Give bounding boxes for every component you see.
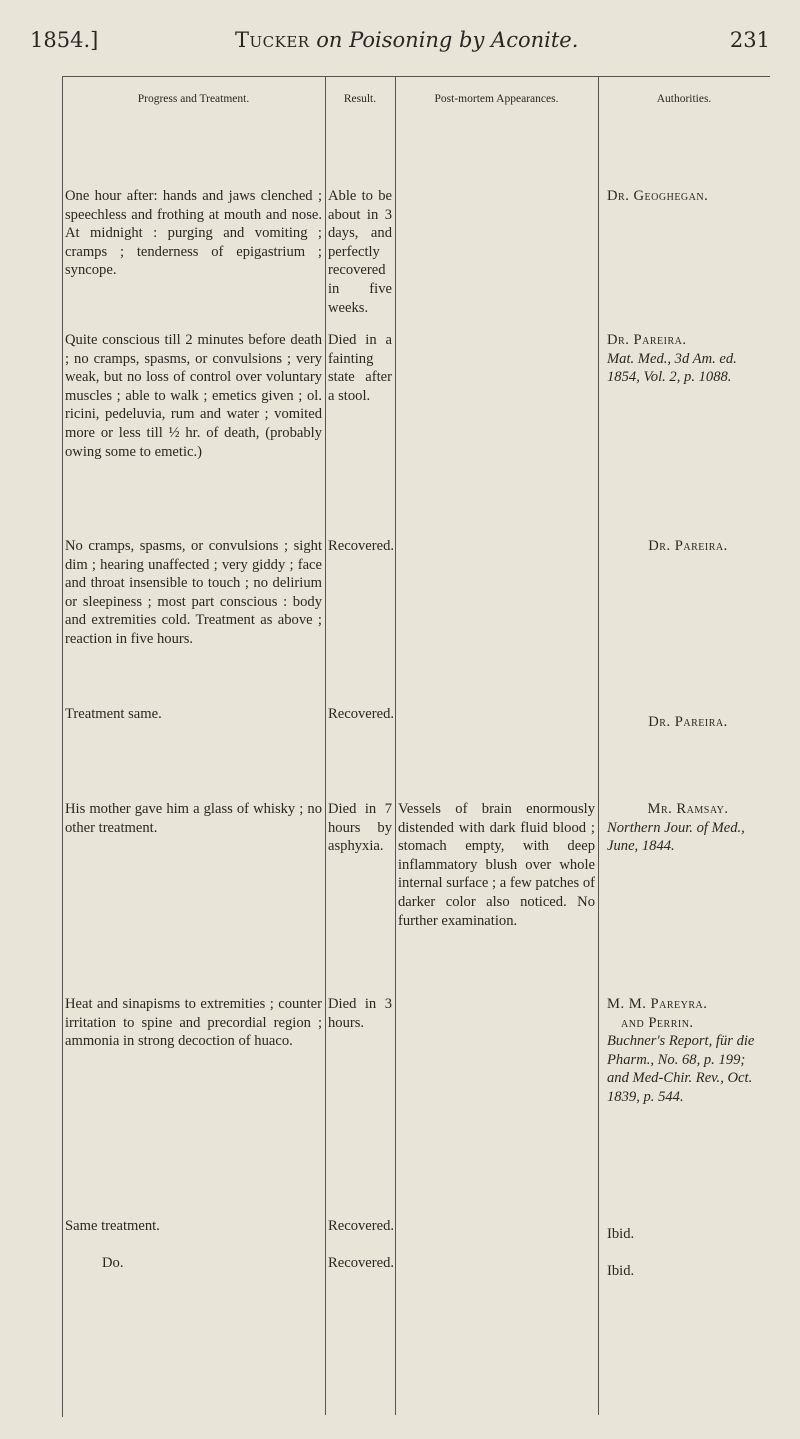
column-rule-left xyxy=(62,77,63,1417)
row-2-result: Died in a fainting state after a stool. xyxy=(328,332,392,404)
column-rule-2 xyxy=(395,77,396,1415)
row-6-authority: M. M. Pareyra. xyxy=(607,996,708,1012)
row-6-authority-ref: Buchner's Report, für die Pharm., No. 68, p. 199; and Med-Chir. Rev., Oct. 1839, p. 544. xyxy=(607,1033,755,1105)
row-1-result: Able to be about in 3 days, and perfectly recovered in five weeks. xyxy=(328,188,392,316)
row-4-progress: Treatment same. xyxy=(65,706,162,722)
header-subject: on Poisoning by Aconite. xyxy=(316,28,579,52)
row-7-result: Recovered. xyxy=(328,1218,395,1234)
row-4-result: Recovered. xyxy=(328,706,395,722)
row-6-authority-block xyxy=(607,995,769,1107)
column-rule-1 xyxy=(325,77,326,1415)
row-8-progress: Do. xyxy=(102,1255,124,1271)
column-header-postmortem: Post-mortem Appearances. xyxy=(434,93,559,105)
row-6-result: Died in 3 hours. xyxy=(328,996,392,1031)
header-author: Tucker xyxy=(235,28,310,52)
running-header xyxy=(30,20,770,60)
page-number: 231 xyxy=(729,28,770,52)
row-7-progress: Same treatment. xyxy=(65,1218,160,1234)
row-5-result: Died in 7 hours by asphyxia. xyxy=(328,801,392,855)
row-7-authority: Ibid. xyxy=(607,1226,635,1242)
column-header-progress: Progress and Treatment. xyxy=(137,93,250,105)
row-5-authority-ref: Northern Jour. of Med., June, 1844. xyxy=(607,819,745,855)
row-6-progress: Heat and sinapisms to extremities ; counter irritation to spine and precordial region ; ammonia in strong decoction of huaco. xyxy=(65,996,322,1050)
row-2-authority-ref: Mat. Med., 3d Am. ed. 1854, Vol. 2, p. 1088. xyxy=(607,350,737,386)
header-title xyxy=(235,28,578,52)
row-1-progress: One hour after: hands and jaws clenched ; speechless and frothing at mouth and nose. At midnight : purging and vomiting ; cramps ; tenderness of epigastrium ; syncope. xyxy=(65,188,322,279)
row-5-authority: Mr. Ramsay. xyxy=(647,801,729,817)
column-rule-3 xyxy=(598,77,599,1415)
row-3-authority: Dr. Pareira. xyxy=(648,538,728,554)
row-3-result: Recovered. xyxy=(328,538,395,554)
column-header-result: Result. xyxy=(343,93,377,105)
row-5-postmortem: Vessels of brain enormously distended with dark fluid blood ; stomach empty, with deep inflammatory blush over whole internal surface ; a few patches of darker color also noticed. No further examination. xyxy=(398,801,595,929)
row-2-authority: Dr. Pareira. xyxy=(607,332,687,348)
row-5-authority-block xyxy=(607,800,769,856)
row-2-progress: Quite conscious till 2 minutes before death ; no cramps, spasms, or convulsions ; very weak, but no loss of control over voluntary muscles ; able to walk ; emetics given ; ol. ricini, pedeluvia, rum and water ; vomited more or less till ½ hr. of death, (probably owing some to emetic.) xyxy=(65,332,322,460)
row-2-authority-block xyxy=(607,331,769,387)
row-8-authority: Ibid. xyxy=(607,1263,635,1279)
row-1-authority: Dr. Geoghegan. xyxy=(607,188,709,204)
case-table xyxy=(62,76,770,1417)
row-5-progress: His mother gave him a glass of whisky ; no other treatment. xyxy=(65,801,322,836)
column-header-authorities: Authorities. xyxy=(656,93,712,105)
header-year: 1854.] xyxy=(30,28,99,52)
row-4-authority: Dr. Pareira. xyxy=(648,714,728,730)
row-3-progress: No cramps, spasms, or convulsions ; sight dim ; hearing unaffected ; very giddy ; face and throat insensible to touch ; no delirium or sleepiness ; most part conscious : body and extremities cold. Treatment as above ; reaction in five hours. xyxy=(65,538,322,647)
row-8-result: Recovered. xyxy=(328,1255,395,1271)
row-6-authority-line2: and Perrin. xyxy=(621,1014,694,1031)
